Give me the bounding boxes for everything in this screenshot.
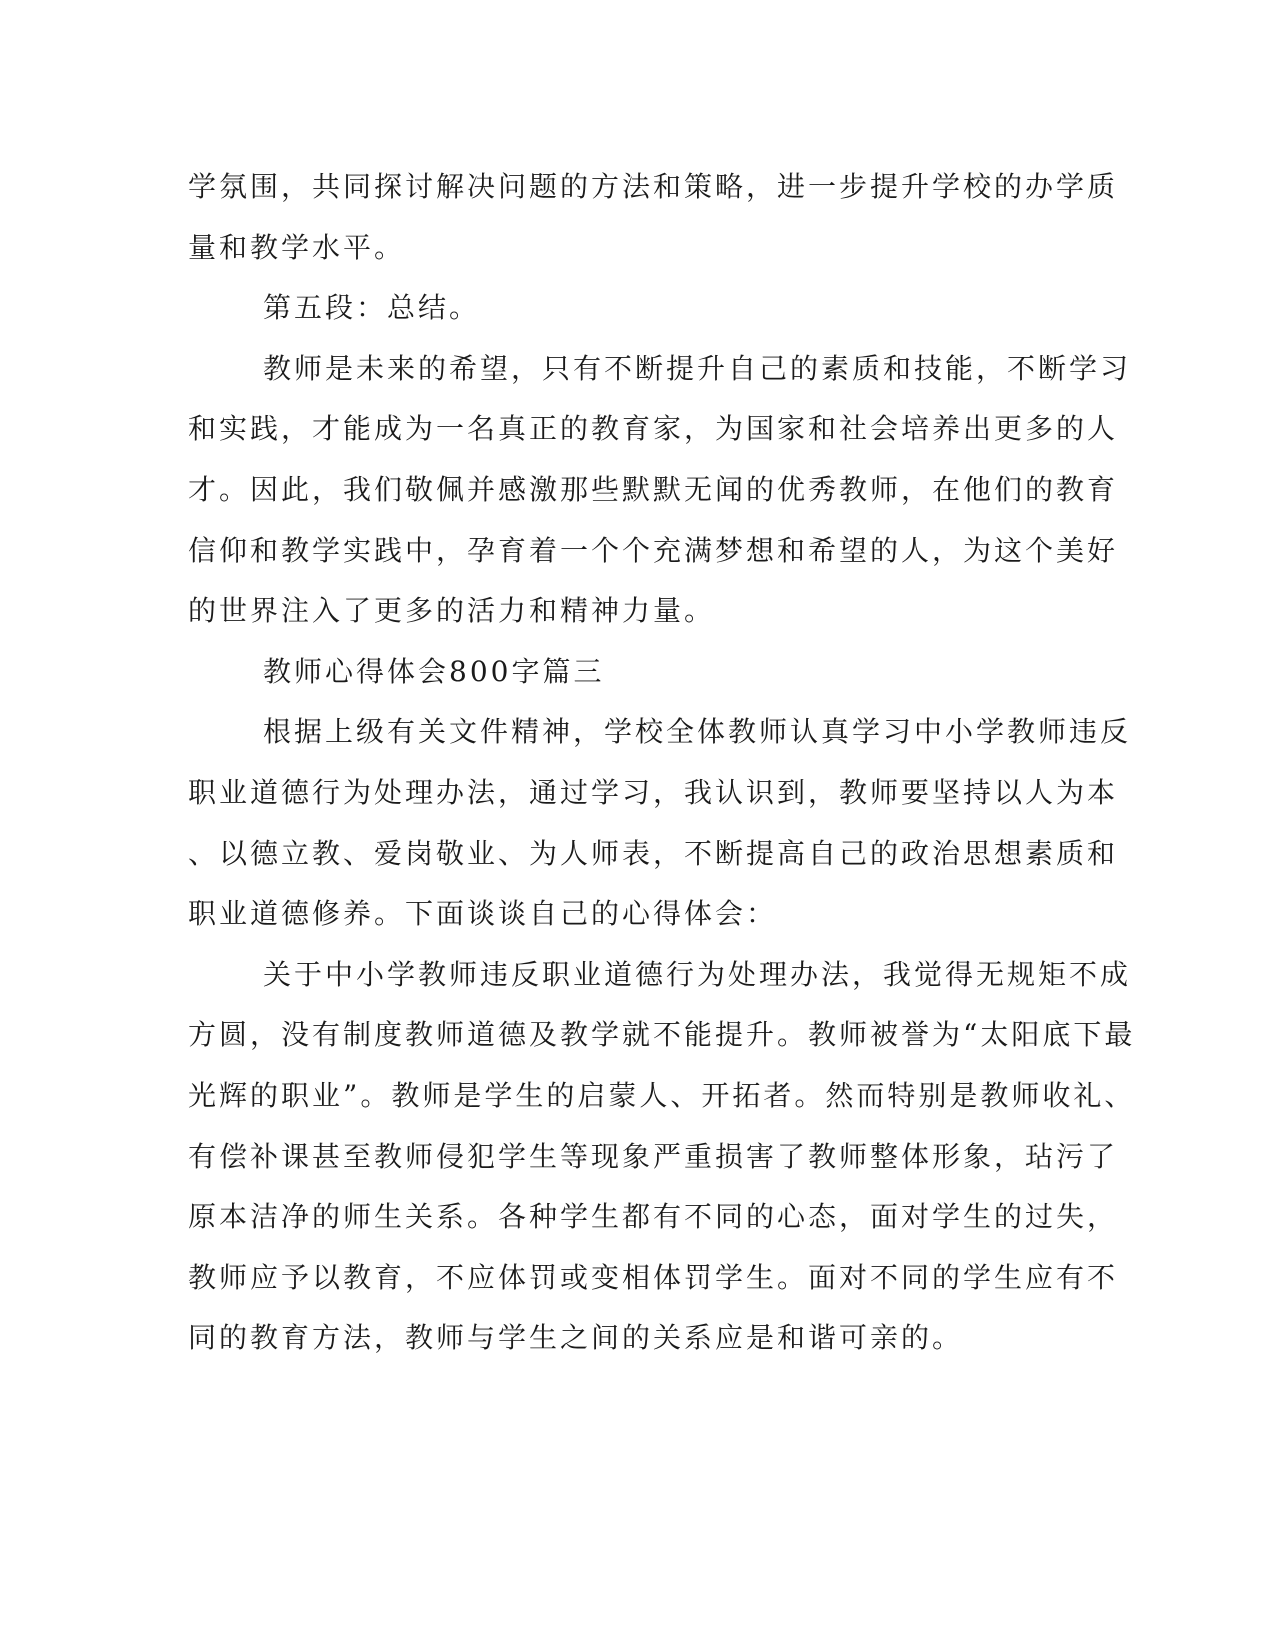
text-line: 的世界注入了更多的活力和精神力量。 [188,594,716,628]
text-line: 教师应予以教育，不应体罚或变相体罚学生。面对不同的学生应有不 [188,1260,1119,1294]
text-line: 同的教育方法，教师与学生之间的关系应是和谐可亲的。 [188,1321,964,1355]
text-line: 根据上级有关文件精神，学校全体教师认真学习中小学教师违反 [263,715,1132,749]
text-line: 方圆，没有制度教师道德及教学就不能提升。教师被誉为“太阳底下最 [188,1018,1136,1052]
text-line: 原本洁净的师生关系。各种学生都有不同的心态，面对学生的过失， [188,1200,1119,1234]
text-line: 信仰和教学实践中，孕育着一个个充满梦想和希望的人，为这个美好 [188,533,1119,567]
text-line: 职业道德行为处理办法，通过学习，我认识到，教师要坚持以人为本 [188,775,1119,809]
document-body [188,157,1136,1369]
text-line: 量和教学水平。 [188,230,406,264]
text-line: 关于中小学教师违反职业道德行为处理办法，我觉得无规矩不成 [263,957,1132,991]
text-line: 教师是未来的希望，只有不断提升自己的素质和技能，不断学习 [263,351,1132,385]
text-line: 和实践，才能成为一名真正的教育家，为国家和社会培养出更多的人 [188,412,1119,446]
text-line: 才。因此，我们敬佩并感激那些默默无闻的优秀教师，在他们的教育 [188,472,1119,506]
section-heading: 第五段：总结。 [263,291,481,325]
text-line: 有偿补课甚至教师侵犯学生等现象严重损害了教师整体形象，玷污了 [188,1139,1119,1173]
text-line: 学氛围，共同探讨解决问题的方法和策略，进一步提升学校的办学质 [188,170,1119,203]
text-line: 职业道德修养。下面谈谈自己的心得体会： [188,897,778,931]
text-line: 、以德立教、爱岗敬业、为人师表，不断提高自己的政治思想素质和 [188,836,1119,870]
article-title: 教师心得体会800字篇三 [263,654,605,688]
text-line: 光辉的职业”。教师是学生的启蒙人、开拓者。然而特别是教师收礼、 [188,1078,1136,1112]
